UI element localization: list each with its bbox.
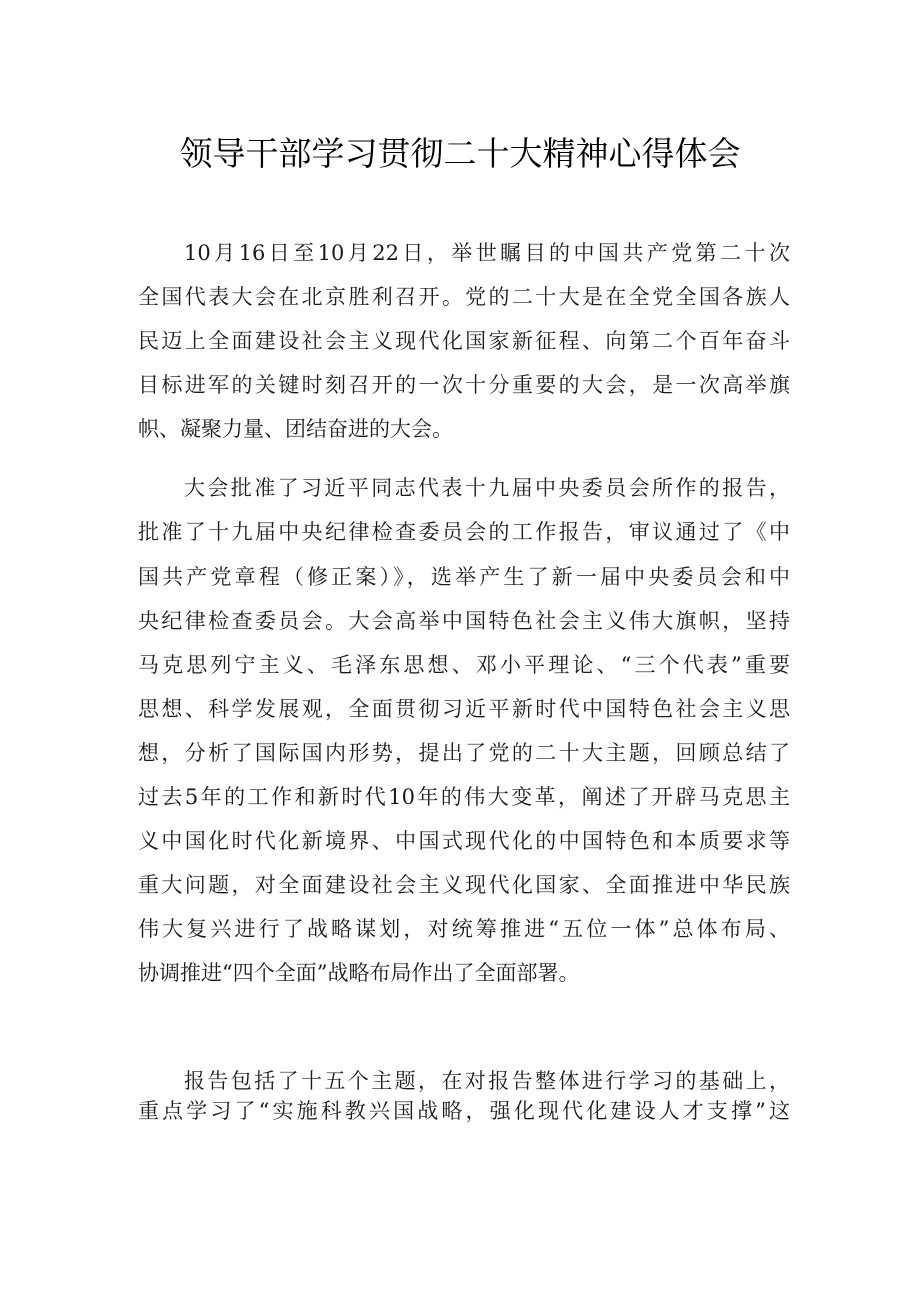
text-line: 10月16日至10月22日，举世瞩目的中国共产党第二十次 [184, 241, 790, 265]
text-line: 报告包括了十五个主题，在对报告整体进行学习的基础上， [184, 1069, 790, 1093]
text-line: 批准了十九届中央纪律检查委员会的工作报告，审议通过了《中 [138, 520, 790, 544]
text-line: 帜、凝聚力量、团结奋进的大会。 [138, 417, 453, 441]
text-line: 思想、科学发展观，全面贯彻习近平新时代中国特色社会主义思 [138, 697, 790, 721]
text-line: 目标进军的关键时刻召开的一次十分重要的大会，是一次高举旗 [138, 373, 790, 397]
text-line: 重点学习了“实施科教兴国战略，强化现代化建设人才支撑”这 [138, 1099, 790, 1123]
text-line: 民迈上全面建设社会主义现代化国家新征程、向第二个百年奋斗 [138, 329, 790, 353]
document-title: 领导干部学习贯彻二十大精神心得体会 [179, 134, 741, 173]
text-line: 国共产党章程（修正案）》，选举产生了新一届中央委员会和中 [138, 565, 790, 589]
text-line: 央纪律检查委员会。大会高举中国特色社会主义伟大旗帜，坚持 [138, 609, 790, 633]
text-line: 义中国化时代化新境界、中国式现代化的中国特色和本质要求等 [138, 829, 790, 853]
text-line: 伟大复兴进行了战略谋划，对统筹推进“五位一体”总体布局、 [138, 917, 790, 941]
text-line: 全国代表大会在北京胜利召开。党的二十大是在全党全国各族人 [138, 285, 790, 309]
text-line: 过去5年的工作和新时代10年的伟大变革，阐述了开辟马克思主 [138, 785, 790, 809]
text-line: 大会批准了习近平同志代表十九届中央委员会所作的报告， [184, 476, 790, 500]
text-line: 重大问题，对全面建设社会主义现代化国家、全面推进中华民族 [138, 873, 790, 897]
text-line: 协调推进“四个全面”战略布局作出了全面部署。 [138, 961, 580, 985]
text-line: 马克思列宁主义、毛泽东思想、邓小平理论、“三个代表”重要 [138, 653, 790, 677]
text-line: 想，分析了国际国内形势，提出了党的二十大主题，回顾总结了 [138, 741, 790, 765]
